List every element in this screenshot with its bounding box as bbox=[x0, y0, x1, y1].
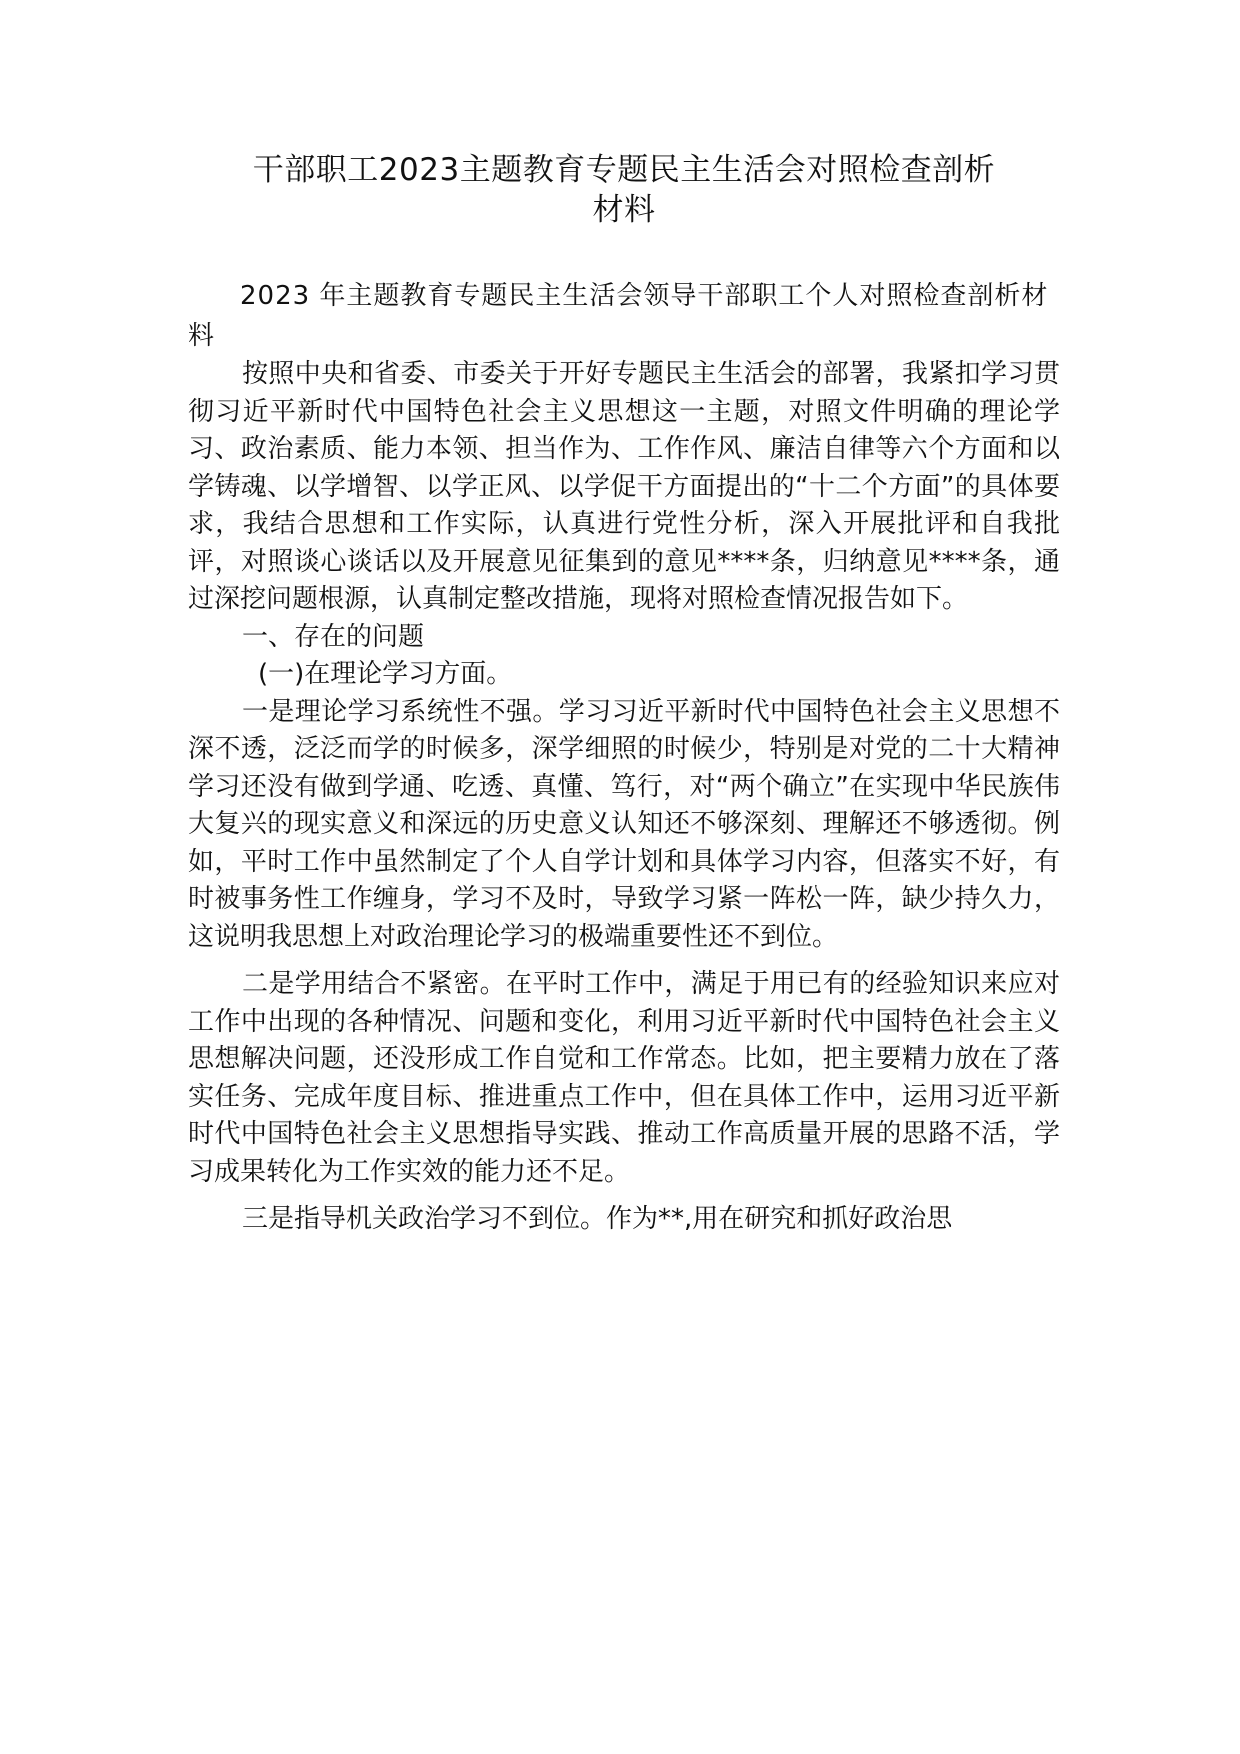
paragraph-item-3: 三是指导机关政治学习不到位。作为**,用在研究和抓好政治思 bbox=[242, 1204, 953, 1234]
document-subtitle: 2023 年主题教育专题民主生活会领导干部职工个人对照检查剖析材料 bbox=[188, 281, 1049, 351]
document-page bbox=[188, 150, 1060, 1239]
title-line-2: 材料 bbox=[592, 192, 656, 228]
section-heading-problems: 一、存在的问题 bbox=[242, 621, 425, 652]
intro-paragraph: 按照中央和省委、市委关于开好专题民主生活会的部署，我紧扣学习贯彻习近平新时代中国特色社会主义思想这一主题，对照文件明确的理论学习、政治素质、能力本领、担当作为、工作作风、廉洁自律等六个方面和以学铸魂、以学增智、以学正风、以学促干方面提出的“十二个方面”的具体要求，我结合思想和工作实际，认真进行党性分析，深入开展批评和自我批评，对照谈心谈话以及开展意见征集到的意见****条，归纳意见****条，通过深挖问题根源，认真制定整改措施，现将对照检查情况报告如下。 bbox=[188, 359, 1060, 614]
title-line-1: 干部职工2023主题教育专题民主生活会对照检查剖析 bbox=[252, 152, 996, 188]
document-title bbox=[188, 150, 1060, 230]
subsection-heading-theory: (一)在理论学习方面。 bbox=[258, 659, 513, 689]
paragraph-item-1: 一是理论学习系统性不强。学习习近平新时代中国特色社会主义思想不深不透，泛泛而学的时候多，深学细照的时候少，特别是对党的二十大精神学习还没有做到学通、吃透、真懂、笃行，对“两个确立”在实现中华民族伟大复兴的现实意义和深远的历史意义认知还不够深刻、理解还不够透彻。例如，平时工作中虽然制定了个人自学计划和具体学习内容，但落实不好，有时被事务性工作缠身，学习不及时，导致学习紧一阵松一阵，缺少持久力，这说明我思想上对政治理论学习的极端重要性还不到位。 bbox=[188, 696, 1060, 952]
paragraph-item-2: 二是学用结合不紧密。在平时工作中，满足于用已有的经验知识来应对工作中出现的各种情况、问题和变化，利用习近平新时代中国特色社会主义思想解决问题，还没形成工作自觉和工作常态。比如，把主要精力放在了落实任务、完成年度目标、推进重点工作中，但在具体工作中，运用习近平新时代中国特色社会主义思想指导实践、推动工作高质量开展的思路不活，学习成果转化为工作实效的能力还不足。 bbox=[188, 969, 1060, 1187]
